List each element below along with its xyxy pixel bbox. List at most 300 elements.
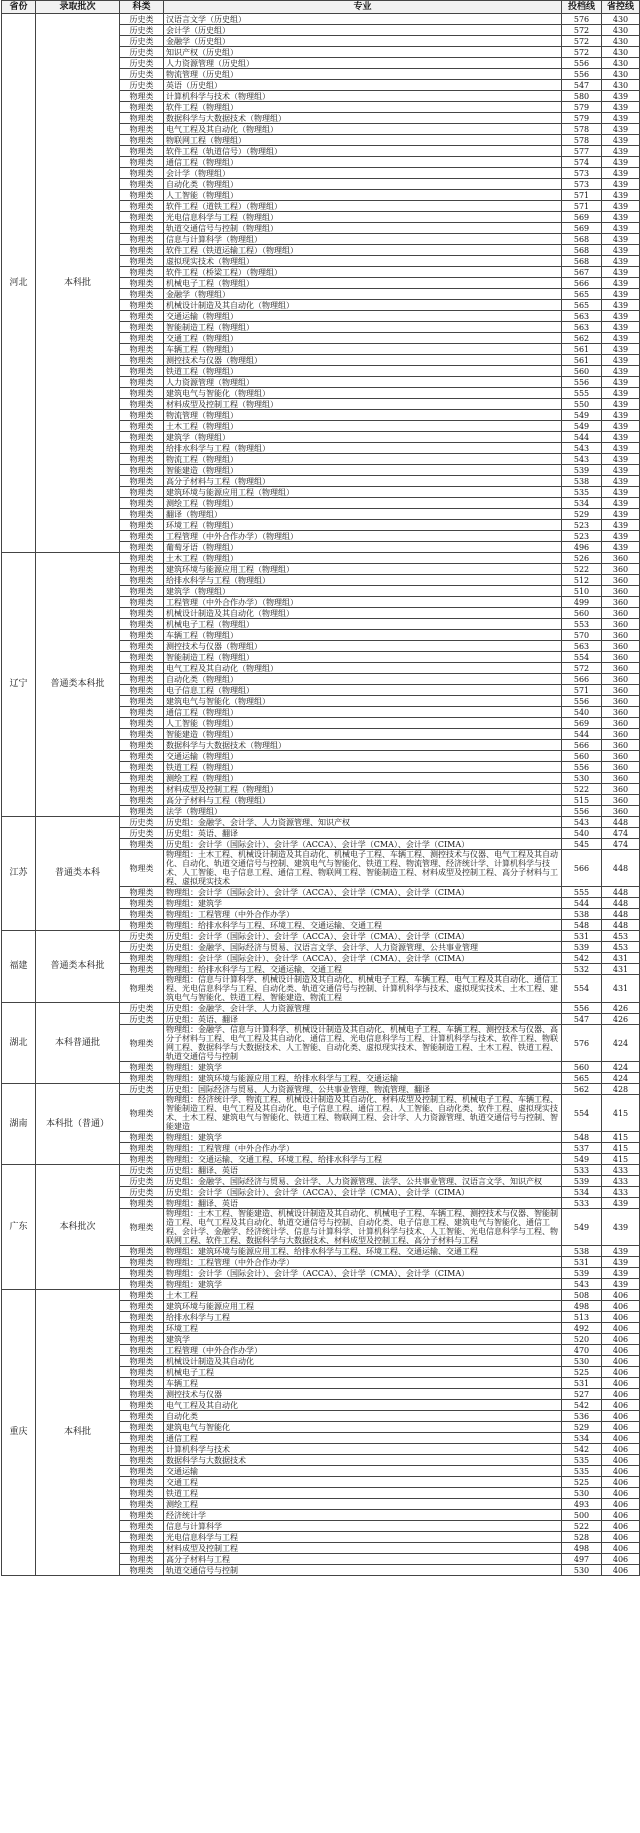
category-cell: 物理类 — [120, 795, 164, 806]
control-line-cell: 406 — [602, 1477, 640, 1488]
score-cell: 470 — [562, 1345, 602, 1356]
category-cell: 物理类 — [120, 256, 164, 267]
control-line-cell: 439 — [602, 421, 640, 432]
control-line-cell: 406 — [602, 1389, 640, 1400]
category-cell: 物理类 — [120, 762, 164, 773]
category-cell: 物理类 — [120, 289, 164, 300]
major-cell: 物理组：建筑学 — [164, 1132, 562, 1143]
control-line-cell: 406 — [602, 1543, 640, 1554]
major-cell: 高分子材料与工程 — [164, 1554, 562, 1565]
major-cell: 法学（物理组） — [164, 806, 562, 817]
score-cell: 568 — [562, 256, 602, 267]
category-cell: 历史类 — [120, 1176, 164, 1187]
control-line-cell: 439 — [602, 157, 640, 168]
category-cell: 历史类 — [120, 1084, 164, 1095]
category-cell: 历史类 — [120, 828, 164, 839]
control-line-cell: 430 — [602, 58, 640, 69]
category-cell: 物理类 — [120, 1154, 164, 1165]
major-cell: 历史组：英语、翻译 — [164, 828, 562, 839]
control-line-cell: 448 — [602, 850, 640, 887]
control-line-cell: 439 — [602, 1209, 640, 1246]
control-line-cell: 474 — [602, 828, 640, 839]
score-cell: 560 — [562, 1062, 602, 1073]
score-cell: 522 — [562, 564, 602, 575]
category-cell: 物理类 — [120, 1389, 164, 1400]
category-cell: 物理类 — [120, 1411, 164, 1422]
major-cell: 物理组：会计学（国际会计）、会计学（ACCA）、会计学（CMA）、会计学（CIMA） — [164, 953, 562, 964]
control-line-cell: 406 — [602, 1312, 640, 1323]
category-cell: 物理类 — [120, 751, 164, 762]
major-cell: 会计学（历史组） — [164, 25, 562, 36]
control-line-cell: 439 — [602, 289, 640, 300]
major-cell: 建筑学（物理组） — [164, 586, 562, 597]
control-line-cell: 439 — [602, 223, 640, 234]
score-cell: 556 — [562, 806, 602, 817]
score-cell: 563 — [562, 641, 602, 652]
score-cell: 554 — [562, 652, 602, 663]
score-cell: 530 — [562, 1565, 602, 1576]
major-cell: 汉语言文学（历史组） — [164, 14, 562, 25]
control-line-cell: 360 — [602, 718, 640, 729]
score-cell: 565 — [562, 289, 602, 300]
major-cell: 金融学（物理组） — [164, 289, 562, 300]
category-cell: 物理类 — [120, 1312, 164, 1323]
control-line-cell: 406 — [602, 1499, 640, 1510]
category-cell: 物理类 — [120, 608, 164, 619]
category-cell: 物理类 — [120, 1400, 164, 1411]
category-cell: 物理类 — [120, 729, 164, 740]
score-cell: 525 — [562, 1477, 602, 1488]
score-cell: 571 — [562, 190, 602, 201]
score-cell: 569 — [562, 212, 602, 223]
control-line-cell: 439 — [602, 1198, 640, 1209]
category-cell: 物理类 — [120, 1378, 164, 1389]
score-cell: 571 — [562, 685, 602, 696]
major-cell: 人力资源管理（物理组） — [164, 377, 562, 388]
score-cell: 572 — [562, 36, 602, 47]
category-cell: 物理类 — [120, 718, 164, 729]
score-cell: 532 — [562, 964, 602, 975]
control-line-cell: 439 — [602, 509, 640, 520]
major-cell: 建筑电气与智能化（物理组） — [164, 696, 562, 707]
control-line-cell: 439 — [602, 344, 640, 355]
category-cell: 物理类 — [120, 652, 164, 663]
category-cell: 物理类 — [120, 454, 164, 465]
major-cell: 材料成型及控制工程（物理组） — [164, 399, 562, 410]
score-cell: 538 — [562, 1246, 602, 1257]
score-cell: 567 — [562, 267, 602, 278]
control-line-cell: 439 — [602, 168, 640, 179]
control-line-cell: 360 — [602, 795, 640, 806]
category-cell: 物理类 — [120, 953, 164, 964]
control-line-cell: 430 — [602, 14, 640, 25]
score-cell: 578 — [562, 135, 602, 146]
control-line-cell: 453 — [602, 931, 640, 942]
control-line-cell: 406 — [602, 1301, 640, 1312]
control-line-cell: 431 — [602, 964, 640, 975]
control-line-cell: 439 — [602, 311, 640, 322]
category-cell: 物理类 — [120, 1510, 164, 1521]
category-cell: 物理类 — [120, 168, 164, 179]
control-line-cell: 360 — [602, 608, 640, 619]
major-cell: 自动化类（物理组） — [164, 674, 562, 685]
major-cell: 软件工程（铁道运输工程）（物理组） — [164, 245, 562, 256]
major-cell: 历史组：金融学、会计学、人力资源管理、知识产权 — [164, 817, 562, 828]
province-cell: 湖北 — [2, 1003, 36, 1084]
major-cell: 物理组：土木工程、机械设计制造及其自动化、机械电子工程、车辆工程、测控技术与仪器、电气工程及其自动化、自动化、轨道交通信号与控制、建筑电气与智能化、铁道工程、物流管理、经济统计学、计算机科学与技术、人工智能、电子信息工程、通信工程、物联网工程、智能制造工程、材料成型及控制工程、高分子材料与工程、虚拟现实技术 — [164, 850, 562, 887]
major-cell: 物理组：建筑学 — [164, 1062, 562, 1073]
control-line-cell: 439 — [602, 234, 640, 245]
control-line-cell: 433 — [602, 1176, 640, 1187]
score-cell: 565 — [562, 1073, 602, 1084]
score-cell: 563 — [562, 311, 602, 322]
control-line-cell: 433 — [602, 1165, 640, 1176]
control-line-cell: 426 — [602, 1003, 640, 1014]
control-line-cell: 448 — [602, 887, 640, 898]
major-cell: 材料成型及控制工程（物理组） — [164, 784, 562, 795]
major-cell: 物流管理（历史组） — [164, 69, 562, 80]
score-cell: 555 — [562, 887, 602, 898]
control-line-cell: 430 — [602, 69, 640, 80]
score-cell: 574 — [562, 157, 602, 168]
category-cell: 物理类 — [120, 1073, 164, 1084]
control-line-cell: 360 — [602, 784, 640, 795]
major-cell: 建筑学（物理组） — [164, 432, 562, 443]
batch-cell: 本科普通批 — [36, 1003, 120, 1084]
table-row — [2, 931, 640, 942]
batch-cell: 本科批 — [36, 1290, 120, 1576]
major-cell: 智能建造（物理组） — [164, 729, 562, 740]
major-cell: 光电信息科学与工程（物理组） — [164, 212, 562, 223]
score-cell: 500 — [562, 1510, 602, 1521]
province-cell: 福建 — [2, 931, 36, 1003]
table-row — [2, 817, 640, 828]
category-cell: 历史类 — [120, 1187, 164, 1198]
major-cell: 车辆工程（物理组） — [164, 344, 562, 355]
category-cell: 历史类 — [120, 942, 164, 953]
major-cell: 电气工程及其自动化（物理组） — [164, 124, 562, 135]
major-cell: 物理组：工程管理（中外合作办学） — [164, 1257, 562, 1268]
batch-cell: 普通类本科批 — [36, 931, 120, 1003]
category-cell: 物理类 — [120, 1356, 164, 1367]
category-cell: 物理类 — [120, 1444, 164, 1455]
category-cell: 历史类 — [120, 69, 164, 80]
major-cell: 人工智能（物理组） — [164, 718, 562, 729]
category-cell: 物理类 — [120, 135, 164, 146]
control-line-cell: 360 — [602, 729, 640, 740]
control-line-cell: 439 — [602, 432, 640, 443]
control-line-cell: 448 — [602, 920, 640, 931]
score-cell: 576 — [562, 14, 602, 25]
major-cell: 物理组：给排水科学与工程、环境工程、交通运输、交通工程 — [164, 920, 562, 931]
batch-cell: 本科批（普通） — [36, 1084, 120, 1165]
score-cell: 571 — [562, 201, 602, 212]
province-cell: 重庆 — [2, 1290, 36, 1576]
control-line-cell: 439 — [602, 443, 640, 454]
score-cell: 547 — [562, 1014, 602, 1025]
score-cell: 499 — [562, 597, 602, 608]
score-cell: 538 — [562, 476, 602, 487]
major-cell: 测控技术与仪器（物理组） — [164, 355, 562, 366]
major-cell: 测控技术与仪器（物理组） — [164, 641, 562, 652]
control-line-cell: 415 — [602, 1095, 640, 1132]
control-line-cell: 406 — [602, 1345, 640, 1356]
control-line-cell: 360 — [602, 685, 640, 696]
control-line-cell: 406 — [602, 1521, 640, 1532]
major-cell: 历史组：国际经济与贸易、人力资源管理、公共事业管理、物流管理、翻译 — [164, 1084, 562, 1095]
major-cell: 交通运输（物理组） — [164, 311, 562, 322]
control-line-cell: 360 — [602, 663, 640, 674]
category-cell: 历史类 — [120, 25, 164, 36]
control-line-cell: 439 — [602, 498, 640, 509]
major-cell: 经济统计学 — [164, 1510, 562, 1521]
control-line-cell: 360 — [602, 707, 640, 718]
category-cell: 物理类 — [120, 267, 164, 278]
major-cell: 电气工程及其自动化 — [164, 1400, 562, 1411]
score-cell: 536 — [562, 1411, 602, 1422]
control-line-cell: 439 — [602, 201, 640, 212]
score-cell: 553 — [562, 619, 602, 630]
control-line-cell: 439 — [602, 190, 640, 201]
score-cell: 560 — [562, 608, 602, 619]
control-line-cell: 406 — [602, 1334, 640, 1345]
score-cell: 534 — [562, 498, 602, 509]
score-cell: 549 — [562, 1209, 602, 1246]
category-cell: 物理类 — [120, 1143, 164, 1154]
score-cell: 525 — [562, 1367, 602, 1378]
control-line-cell: 360 — [602, 674, 640, 685]
major-cell: 知识产权（历史组） — [164, 47, 562, 58]
category-cell: 物理类 — [120, 1367, 164, 1378]
score-cell: 530 — [562, 1356, 602, 1367]
major-cell: 信息与计算科学 — [164, 1521, 562, 1532]
score-cell: 562 — [562, 333, 602, 344]
score-cell: 556 — [562, 58, 602, 69]
control-line-cell: 424 — [602, 1025, 640, 1062]
major-cell: 数据科学与大数据技术（物理组） — [164, 740, 562, 751]
header-batch: 录取批次 — [36, 1, 120, 14]
control-line-cell: 415 — [602, 1143, 640, 1154]
control-line-cell: 439 — [602, 135, 640, 146]
major-cell: 工程管理（中外合作办学）（物理组） — [164, 597, 562, 608]
score-cell: 556 — [562, 69, 602, 80]
major-cell: 物理组：给排水科学与工程、交通运输、交通工程 — [164, 964, 562, 975]
major-cell: 环境工程 — [164, 1323, 562, 1334]
score-cell: 544 — [562, 729, 602, 740]
control-line-cell: 406 — [602, 1422, 640, 1433]
score-cell: 542 — [562, 1400, 602, 1411]
table-row — [2, 1290, 640, 1301]
control-line-cell: 406 — [602, 1565, 640, 1576]
score-cell: 496 — [562, 542, 602, 553]
control-line-cell: 439 — [602, 399, 640, 410]
category-cell: 物理类 — [120, 1543, 164, 1554]
major-cell: 物理组：建筑学 — [164, 1279, 562, 1290]
category-cell: 物理类 — [120, 1455, 164, 1466]
control-line-cell: 448 — [602, 898, 640, 909]
score-cell: 579 — [562, 113, 602, 124]
score-cell: 573 — [562, 168, 602, 179]
major-cell: 轨道交通信号与控制（物理组） — [164, 223, 562, 234]
major-cell: 铁道工程 — [164, 1488, 562, 1499]
category-cell: 物理类 — [120, 531, 164, 542]
score-cell: 533 — [562, 1165, 602, 1176]
category-cell: 历史类 — [120, 58, 164, 69]
major-cell: 软件工程（道铁工程）（物理组） — [164, 201, 562, 212]
score-cell: 537 — [562, 1143, 602, 1154]
control-line-cell: 439 — [602, 278, 640, 289]
control-line-cell: 430 — [602, 47, 640, 58]
score-cell: 543 — [562, 817, 602, 828]
category-cell: 物理类 — [120, 1422, 164, 1433]
control-line-cell: 360 — [602, 641, 640, 652]
major-cell: 通信工程 — [164, 1433, 562, 1444]
score-cell: 554 — [562, 975, 602, 1003]
major-cell: 机械设计制造及其自动化 — [164, 1356, 562, 1367]
major-cell: 历史组：金融学、国际经济与贸易、会计学、人力资源管理、法学、公共事业管理、汉语言文学、知识产权 — [164, 1176, 562, 1187]
score-cell: 562 — [562, 1084, 602, 1095]
province-cell: 广东 — [2, 1165, 36, 1290]
category-cell: 物理类 — [120, 1198, 164, 1209]
category-cell: 物理类 — [120, 1345, 164, 1356]
major-cell: 机械设计制造及其自动化（物理组） — [164, 608, 562, 619]
score-cell: 566 — [562, 740, 602, 751]
control-line-cell: 406 — [602, 1378, 640, 1389]
category-cell: 物理类 — [120, 740, 164, 751]
category-cell: 物理类 — [120, 443, 164, 454]
major-cell: 建筑环境与能源应用工程（物理组） — [164, 564, 562, 575]
category-cell: 物理类 — [120, 575, 164, 586]
control-line-cell: 360 — [602, 740, 640, 751]
major-cell: 软件工程（物理组） — [164, 102, 562, 113]
control-line-cell: 439 — [602, 212, 640, 223]
category-cell: 物理类 — [120, 520, 164, 531]
major-cell: 软件工程（轨道信号）（物理组） — [164, 146, 562, 157]
category-cell: 物理类 — [120, 685, 164, 696]
score-cell: 556 — [562, 696, 602, 707]
major-cell: 物流管理（物理组） — [164, 410, 562, 421]
control-line-cell: 415 — [602, 1154, 640, 1165]
major-cell: 翻译（物理组） — [164, 509, 562, 520]
major-cell: 给排水科学与工程（物理组） — [164, 575, 562, 586]
category-cell: 物理类 — [120, 421, 164, 432]
category-cell: 物理类 — [120, 553, 164, 564]
score-cell: 530 — [562, 1488, 602, 1499]
major-cell: 测绘工程（物理组） — [164, 498, 562, 509]
category-cell: 物理类 — [120, 476, 164, 487]
major-cell: 环境工程（物理组） — [164, 520, 562, 531]
category-cell: 物理类 — [120, 1246, 164, 1257]
major-cell: 工程管理（中外合作办学）（物理组） — [164, 531, 562, 542]
score-cell: 535 — [562, 1455, 602, 1466]
major-cell: 通信工程（物理组） — [164, 157, 562, 168]
province-cell: 河北 — [2, 14, 36, 553]
batch-cell: 本科批 — [36, 14, 120, 553]
category-cell: 物理类 — [120, 964, 164, 975]
admission-scores-table — [1, 0, 640, 1576]
major-cell: 历史组：金融学、国际经济与贸易、汉语言文学、会计学、人力资源管理、公共事业管理 — [164, 942, 562, 953]
province-cell: 辽宁 — [2, 553, 36, 817]
score-cell: 566 — [562, 850, 602, 887]
score-cell: 508 — [562, 1290, 602, 1301]
category-cell: 物理类 — [120, 201, 164, 212]
table-row — [2, 1084, 640, 1095]
control-line-cell: 431 — [602, 953, 640, 964]
control-line-cell: 360 — [602, 564, 640, 575]
control-line-cell: 439 — [602, 476, 640, 487]
major-cell: 物理组：经济统计学、物流工程、机械设计制造及其自动化、材料成型及控制工程、机械电子工程、车辆工程、智能制造工程、电气工程及其自动化、电子信息工程、通信工程、人工智能、自动化类、软件工程、虚拟现实技术、土木工程、建筑电气与智能化、铁道工程、物联网工程、会计学、人力资源管理、轨道交通信号与控制、智能建造 — [164, 1095, 562, 1132]
major-cell: 历史组：英语、翻译 — [164, 1014, 562, 1025]
control-line-cell: 439 — [602, 102, 640, 113]
score-cell: 531 — [562, 1378, 602, 1389]
category-cell: 历史类 — [120, 80, 164, 91]
category-cell: 物理类 — [120, 245, 164, 256]
major-cell: 车辆工程 — [164, 1378, 562, 1389]
control-line-cell: 439 — [602, 355, 640, 366]
score-cell: 543 — [562, 1279, 602, 1290]
category-cell: 物理类 — [120, 1477, 164, 1488]
category-cell: 物理类 — [120, 1257, 164, 1268]
score-cell: 565 — [562, 300, 602, 311]
score-cell: 577 — [562, 146, 602, 157]
category-cell: 历史类 — [120, 36, 164, 47]
category-cell: 物理类 — [120, 410, 164, 421]
batch-cell: 普通类本科 — [36, 817, 120, 931]
control-line-cell: 431 — [602, 975, 640, 1003]
control-line-cell: 439 — [602, 1279, 640, 1290]
major-cell: 虚拟现实技术（物理组） — [164, 256, 562, 267]
category-cell: 物理类 — [120, 630, 164, 641]
score-cell: 579 — [562, 102, 602, 113]
control-line-cell: 448 — [602, 909, 640, 920]
control-line-cell: 439 — [602, 256, 640, 267]
category-cell: 历史类 — [120, 1003, 164, 1014]
category-cell: 物理类 — [120, 674, 164, 685]
major-cell: 建筑电气与智能化（物理组） — [164, 388, 562, 399]
score-cell: 550 — [562, 399, 602, 410]
control-line-cell: 406 — [602, 1400, 640, 1411]
category-cell: 物理类 — [120, 641, 164, 652]
province-cell: 湖南 — [2, 1084, 36, 1165]
control-line-cell: 360 — [602, 806, 640, 817]
category-cell: 物理类 — [120, 1025, 164, 1062]
category-cell: 物理类 — [120, 223, 164, 234]
score-cell: 580 — [562, 91, 602, 102]
control-line-cell: 424 — [602, 1073, 640, 1084]
score-cell: 512 — [562, 575, 602, 586]
score-cell: 545 — [562, 839, 602, 850]
major-cell: 高分子材料与工程（物理组） — [164, 795, 562, 806]
major-cell: 给排水科学与工程 — [164, 1312, 562, 1323]
control-line-cell: 439 — [602, 300, 640, 311]
score-cell: 549 — [562, 1154, 602, 1165]
category-cell: 物理类 — [120, 773, 164, 784]
score-cell: 492 — [562, 1323, 602, 1334]
category-cell: 物理类 — [120, 1488, 164, 1499]
category-cell: 物理类 — [120, 1323, 164, 1334]
major-cell: 历史组：金融学、会计学、人力资源管理 — [164, 1003, 562, 1014]
score-cell: 548 — [562, 920, 602, 931]
major-cell: 人力资源管理（历史组） — [164, 58, 562, 69]
control-line-cell: 360 — [602, 619, 640, 630]
category-cell: 物理类 — [120, 212, 164, 223]
major-cell: 物流工程（物理组） — [164, 454, 562, 465]
category-cell: 物理类 — [120, 1062, 164, 1073]
major-cell: 测控技术与仪器 — [164, 1389, 562, 1400]
major-cell: 会计学（物理组） — [164, 168, 562, 179]
major-cell: 交通工程（物理组） — [164, 333, 562, 344]
control-line-cell: 360 — [602, 773, 640, 784]
